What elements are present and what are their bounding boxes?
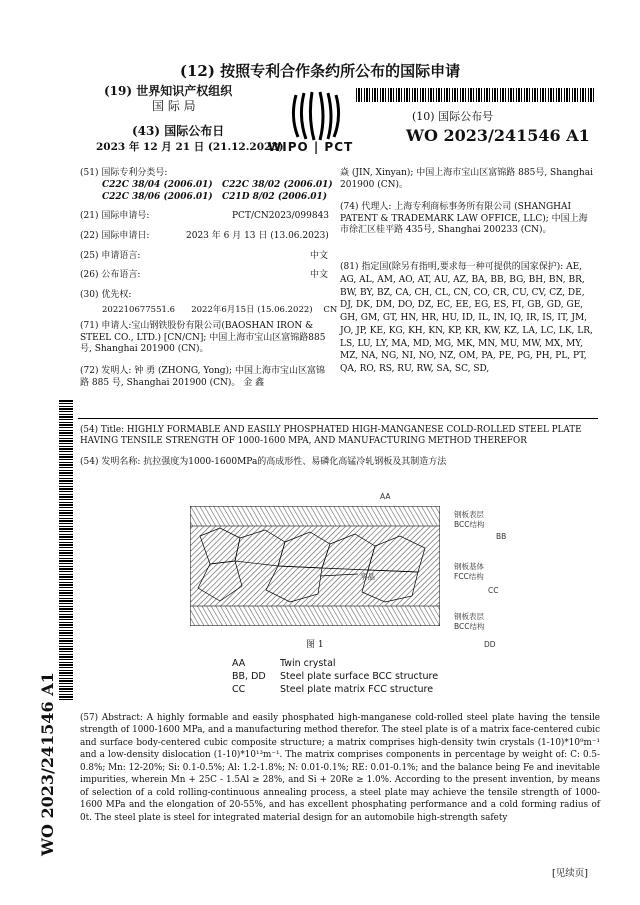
fig-twin-label: 孪晶	[360, 572, 375, 581]
fig-bot-layer-label: 钢板表层 BCC结构	[454, 612, 485, 631]
fig-label-dd: DD	[484, 640, 496, 649]
pub-lang-label: (26) 公布语言:	[80, 270, 141, 280]
microstructure-figure	[190, 506, 440, 626]
pubdate: 2023 年 12 月 21 日 (21.12.2023)	[96, 141, 284, 153]
inventor-cont: 焱 (JIN, Xinyan); 中国上海市宝山区富锦路 885号, Shanghai 201900 (CN)。	[340, 168, 593, 190]
fig-label-cc: CC	[488, 586, 499, 595]
document-title: (12) 按照专利合作条约所公布的国际申请	[179, 62, 461, 80]
title-cn: (54) 发明名称: 抗拉强度为1000-1600MPa的高成形性、易磷化高锰冷轧钢板及其制造方法	[80, 457, 447, 467]
continued-note: [见续页]	[552, 868, 588, 879]
fig-top-layer-label: 钢板表层 BCC结构	[454, 510, 485, 529]
applicant: (71) 申请人:宝山钢铁股份有限公司(BAOSHAN IRON & STEEL CO., LTD.) [CN/CN]; 中国上海市宝山区富锦路885号, Shanghai 201900 (CN)。	[80, 321, 326, 355]
app-date: 2023 年 6 月 13 日 (13.06.2023)	[186, 231, 329, 241]
legend-row: CC Steel plate matrix FCC structure	[232, 684, 434, 695]
org-name: (19) 世界知识产权组织	[104, 84, 233, 98]
inventor: (72) 发明人: 钟 勇 (ZHONG, Yong); 中国上海市宝山区富锦路 885 号, Shanghai 201900 (CN)。 金 鑫	[80, 366, 325, 388]
app-date-label: (22) 国际申请日:	[80, 231, 150, 241]
publication-number: WO 2023/241546 A1	[406, 126, 590, 145]
ipc-label: (51) 国际专利分类号:	[80, 168, 168, 178]
agent: (74) 代理人: 上海专利商标事务所有限公司 (SHANGHAI PATENT & TRADEMARK LAW OFFICE, LLC); 中国上海市徐汇区桂平路 435号, Shanghai 200233 (CN)。	[340, 202, 588, 236]
filing-lang: 中文	[310, 251, 329, 261]
designated-states: (81) 指定国(除另有指明,要求每一种可提供的国家保护): AE, AG, AL, AM, AO, AT, AU, AZ, BA, BB, BG, BH, BN, BR, BW, BY, BZ, CA, CH, CL, CN, CO, CR, CU, CV, CZ, DE, DJ, DK, DM, DO, DZ, EC, EE, EG, ES, FI, GB, GD, GE, GH, GM, GT, HN, HR, HU, ID, IL, IN, IQ, IR, IS, IT, JM, JO, JP, KE, KG, KH, KN, KP, KR, KW, KZ, LA, LC, LK, LR, LS, LU, LY, MA, MD, MG, MK, MN, MU, MW, MX, MY, MZ, NA, NG, NI, NO, NZ, OM, PA, PE, PG, PH, PL, PT, QA, RO, RS, RU, RW, SA, SC, SD,	[340, 262, 593, 375]
ipc-2: C22C 38/02 (2006.01)	[222, 180, 333, 190]
ipc-3: C22C 38/06 (2006.01)	[102, 192, 213, 202]
title-en: (54) Title: HIGHLY FORMABLE AND EASILY PHOSPHATED HIGH-MANGANESE COLD-ROLLED STEEL PLATE HAVING TENSILE STRENGTH OF 1000-1600 MPA, AND MANUFACTURING METHOD THEREFOR	[80, 425, 582, 447]
divider	[78, 418, 598, 419]
app-no-label: (21) 国际申请号:	[80, 211, 150, 221]
ipc-1: C22C 38/04 (2006.01)	[102, 180, 213, 190]
priority-label: (30) 优先权:	[80, 290, 132, 300]
priority: 202210677551.6 2022年6月15日 (15.06.2022) CN	[102, 305, 338, 315]
pub-lang: 中文	[310, 270, 329, 280]
fig-label-aa: AA	[380, 492, 391, 501]
pubdate-label: (43) 国际公布日	[132, 124, 225, 138]
fig-caption: 图 1	[306, 640, 324, 650]
fig-label-bb: BB	[496, 532, 507, 541]
side-barcode-icon	[59, 400, 73, 700]
legend-row: BB, DD Steel plate surface BCC structure	[232, 671, 439, 682]
barcode-icon	[356, 88, 594, 102]
wipo-pct-logo-text: WIPO | PCT	[268, 140, 354, 154]
abstract: (57) Abstract: A highly formable and easily phosphated high-manganese cold-rolled steel plate having the tensile strength of 1000-1600 MPa, and a manufacturing method therefor. The steel plate is of a matrix face-centered cubic and surface body-centered cubic composite structure; a matrix comprises high-density twin crystals (1-10)*10⁹m⁻¹ and a low-density dislocation (1-10)*10¹³m⁻¹. The matrix comprises components in percentage by weight of: C: 0.5-0.8%; Mn: 12-20%; Si: 0.1-0.5%; Al: 1.2-1.8%; N: 0.01-0.1%; RE: 0.01-0.1%; and the balance being Fe and inevitable impurities, wherein Mn + 25C - 1.5Al ≥ 28%, and Si + 20Re ≥ 1.0%. According to the present invention, by means of selection of a cold rolling-continuous annealing process, a steel plate may achieve the tensile strength of 1000-1600 MPa and the elongation of 20-55%, and has excellent phosphating performance and a cold forming radius of 0t. The steel plate is steel for integrated material design for an automobile high-strength safety	[80, 713, 600, 823]
pubno-label: (10) 国际公布号	[412, 110, 494, 123]
org-bureau: 国 际 局	[152, 99, 196, 113]
app-no: PCT/CN2023/099843	[232, 211, 330, 221]
side-publication-number: WO 2023/241546 A1	[38, 672, 57, 856]
ipc-4: C21D 8/02 (2006.01)	[222, 192, 328, 202]
fig-mid-layer-label: 钢板基体 FCC结构	[454, 562, 484, 581]
legend-row: AA Twin crystal	[232, 658, 336, 669]
filing-lang-label: (25) 申请语言:	[80, 251, 141, 261]
